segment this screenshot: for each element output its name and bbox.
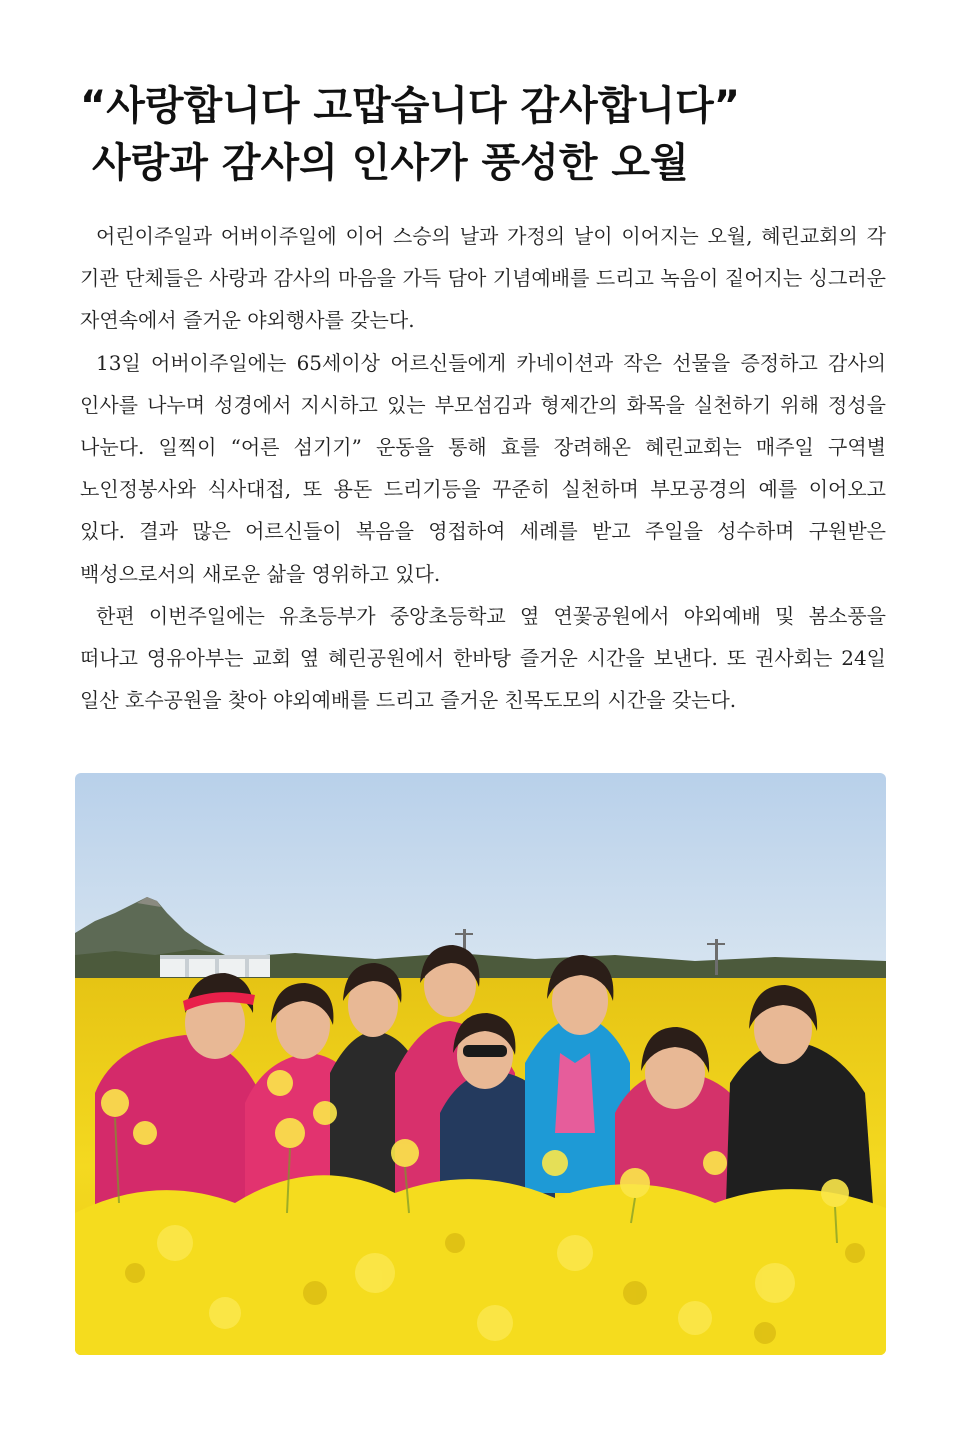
group-photo (75, 773, 886, 1355)
headline-line-1: “사랑합니다 고맙습니다 감사합니다” (80, 83, 741, 129)
group-photo-illustration (75, 773, 886, 1355)
sunglasses (463, 1045, 507, 1057)
paragraph-2: 13일 어버이주일에는 65세이상 어르신들에게 카네이션과 작은 선물을 증정하고 감사의 인사를 나누며 성경에서 지시하고 있는 부모섬김과 형제간의 화목을 실천하기 위해 정성을 나눈다. 일찍이 “어른 섬기기” 운동을 통해 효를 장려해온 혜린교회는 매주일 구역별 노인정봉사와 식사대접, 또 용돈 드리기등을 꾸준히 실천하며 부모공경의 예를 이어오고 있다. 결과 많은 어르신들이 복음을 영접하여 세례를 받고 주일을 성수하며 구원받은 백성으로서의 새로운 삶을 영위하고 있다. (80, 350, 886, 586)
article-body (80, 215, 886, 721)
headline (80, 78, 900, 192)
paragraph-1: 어린이주일과 어버이주일에 이어 스승의 날과 가정의 날이 이어지는 오월, 혜린교회의 각 기관 단체들은 사랑과 감사의 마음을 가득 담아 기념예배를 드리고 녹음이 짙어지는 싱그러운 자연속에서 즐거운 야외행사를 갖는다. (80, 224, 886, 333)
headline-line-2: 사랑과 감사의 인사가 풍성한 오월 (92, 140, 689, 186)
paragraph-3: 한편 이번주일에는 유초등부가 중앙초등학교 옆 연꽃공원에서 야외예배 및 봄소풍을 떠나고 영유아부는 교회 옆 혜린공원에서 한바탕 즐거운 시간을 보낸다. 또 권사회는 24일 일산 호수공원을 찾아 야외예배를 드리고 즐거운 친목도모의 시간을 갖는다. (80, 603, 886, 713)
